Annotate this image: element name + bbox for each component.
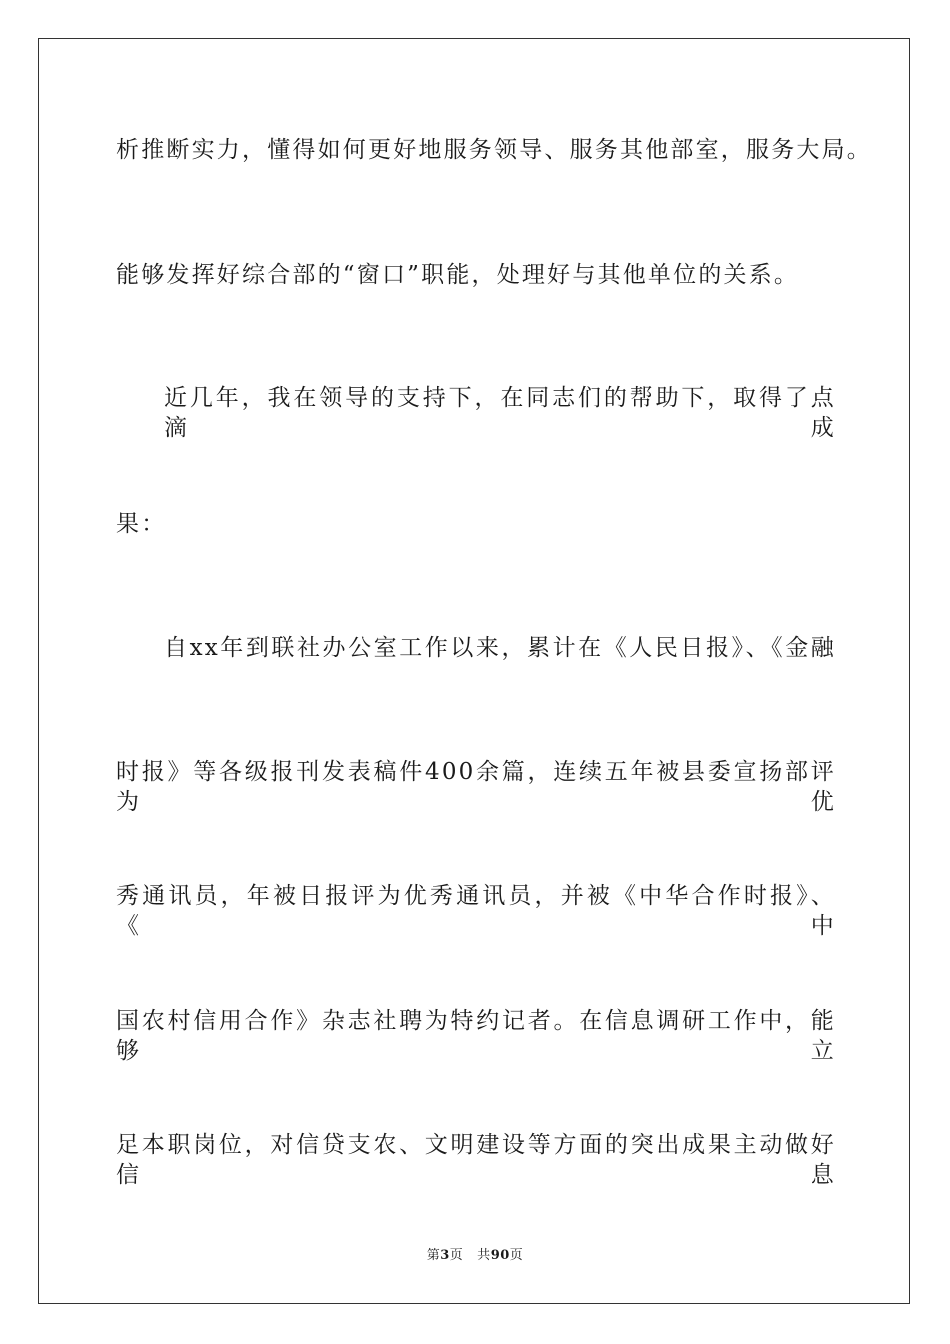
body-text-line-3: 近几年，我在领导的支持下，在同志们的帮助下，取得了点滴成 — [164, 385, 836, 441]
footer-page-suffix: 页 — [449, 1248, 464, 1263]
footer-total-prefix: 共 — [477, 1248, 491, 1263]
footer-page-prefix: 第 — [426, 1248, 441, 1263]
body-text-line-5: 自xx年到联社办公室工作以来，累计在《人民日报》、《金融 — [164, 635, 836, 661]
footer-total-pages: 90 — [490, 1248, 510, 1263]
body-text-line-2: 能够发挥好综合部的“窗口”职能，处理好与其他单位的关系。 — [116, 262, 800, 288]
body-text-line-6: 时报》等各级报刊发表稿件400余篇，连续五年被县委宣扬部评为优 — [116, 759, 836, 815]
footer-page-number: 3 — [440, 1248, 450, 1263]
page-border — [38, 38, 910, 1304]
body-text-line-9: 足本职岗位，对信贷支农、文明建设等方面的突出成果主动做好信息 — [116, 1132, 836, 1188]
body-text-line-1: 析推断实力，懂得如何更好地服务领导、服务其他部室，服务大局。 — [116, 137, 872, 163]
body-text-line-4: 果： — [116, 511, 167, 537]
page-footer — [0, 1247, 950, 1265]
footer-total-suffix: 页 — [509, 1248, 524, 1263]
body-text-line-8: 国农村信用合作》杂志社聘为特约记者。在信息调研工作中，能够立 — [116, 1008, 836, 1064]
body-text-line-7: 秀通讯员，年被日报评为优秀通讯员，并被《中华合作时报》、《中 — [116, 883, 836, 939]
